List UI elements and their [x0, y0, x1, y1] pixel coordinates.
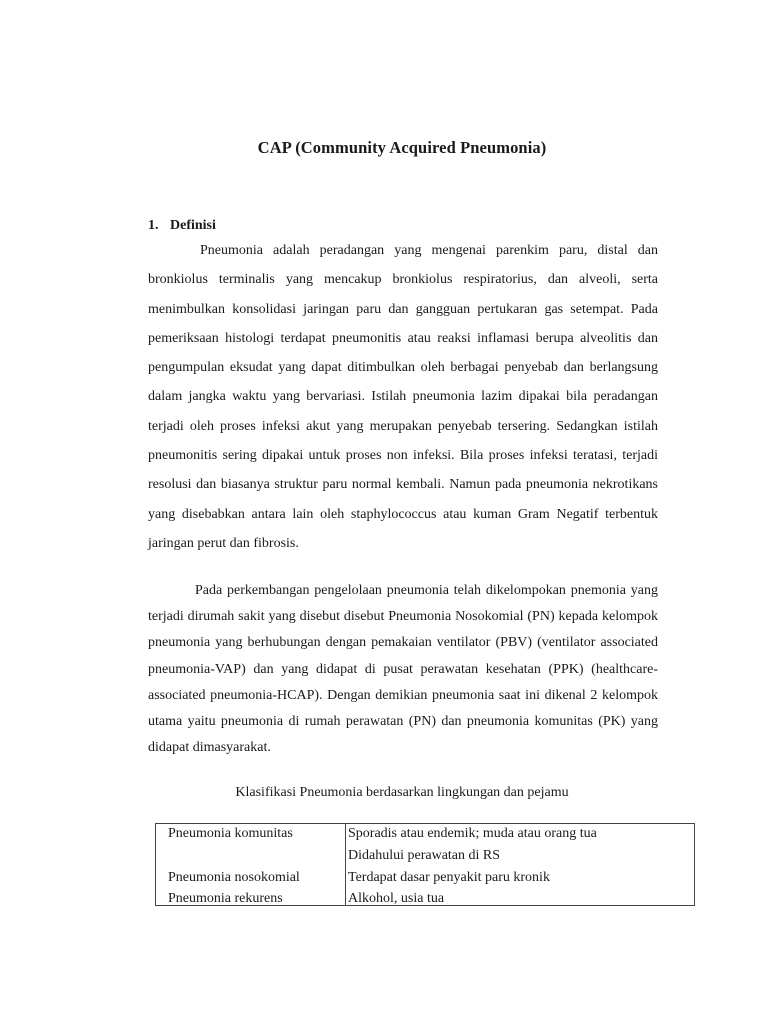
section-title: Definisi	[170, 218, 216, 233]
table-cell-left: Pneumonia nosokomial	[168, 870, 300, 885]
section-number: 1.	[148, 218, 159, 233]
table-cell-right: Didahului perawatan di RS	[348, 848, 501, 863]
paragraph-definition: Pneumonia adalah peradangan yang mengenai parenkim paru, distal dan bronkiolus terminalis yang mencakup bronkiolus respiratorius, dan alveoli, serta menimbulkan konsolidasi jaringan paru dan gangguan pertukaran gas setempat. Pada pemeriksaan histologi terdapat pneumonitis atau reaksi inflamasi berupa alveolitis dan pengumpulan eksudat yang dapat ditimbulkan oleh berbagai penyebab dan berlangsung dalam jangka waktu yang bervariasi. Istilah pneumonia lazim dipakai bila peradangan terjadi oleh proses infeksi akut yang merupakan penyebab tersering. Sedangkan istilah pneumonitis sering dipakai untuk proses non infeksi. Bila proses infeksi teratasi, terjadi resolusi dan biasanya struktur paru normal kembali. Namun pada pneumonia nekrotikans yang disebabkan antara lain oleh staphylococcus atau kuman Gram Negatif terbentuk jaringan perut dan fibrosis.	[148, 243, 658, 551]
classification-table	[155, 823, 695, 906]
table-cell-left: Pneumonia rekurens	[168, 891, 283, 906]
table-column-divider	[345, 824, 346, 905]
table-cell-right: Terdapat dasar penyakit paru kronik	[348, 870, 550, 885]
document-title: CAP (Community Acquired Pneumonia)	[257, 138, 547, 157]
table-caption: Klasifikasi Pneumonia berdasarkan lingkungan dan pejamu	[235, 785, 569, 800]
table-cell-right: Sporadis atau endemik; muda atau orang tua	[348, 826, 597, 841]
section-heading	[148, 218, 216, 234]
table-cell-right: Alkohol, usia tua	[348, 891, 445, 906]
paragraph-development: Pada perkembangan pengelolaan pneumonia telah dikelompokan pnemonia yang terjadi dirumah sakit yang disebut disebut Pneumonia Nosokomial (PN) kepada kelompok pneumonia yang berhubungan dengan pemakaian ventilator (PBV) (ventilator associated pneumonia-VAP) dan yang didapat di pusat perawatan kesehatan (PPK) (healthcare-associated pneumonia-HCAP). Dengan demikian pneumonia saat ini dikenal 2 kelompok utama yaitu pneumonia di rumah perawatan (PN) dan pneumonia komunitas (PK) yang didapat dimasyarakat.	[148, 583, 658, 756]
table-cell-left: Pneumonia komunitas	[168, 826, 293, 841]
